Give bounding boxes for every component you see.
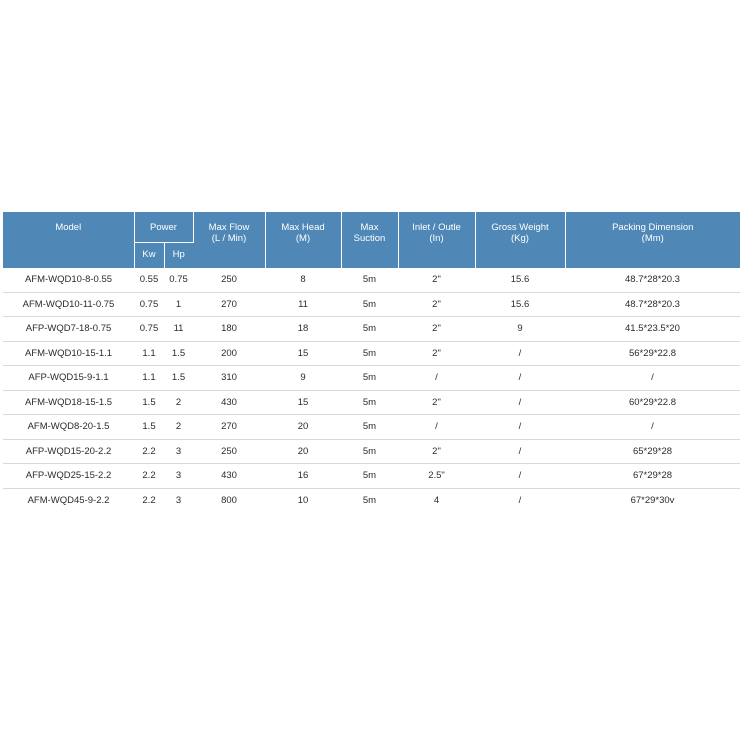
table-row [3,292,740,317]
kw-cell: 0.75 [134,292,164,317]
model-cell: AFP-WQD15-20-2.2 [3,439,134,464]
max-flow-cell: 200 [193,341,265,366]
gross-weight-cell: / [475,390,565,415]
kw-cell: 1.5 [134,415,164,440]
packing-dimension-cell: / [565,415,740,440]
inlet-outlet-cell: 2" [398,439,475,464]
hp-cell: 11 [164,317,193,342]
header-gross-weight: Gross Weight (Kg) [475,212,565,268]
max-suction-cell: 5m [341,317,398,342]
kw-cell: 1.5 [134,390,164,415]
kw-cell: 0.55 [134,268,164,292]
gross-weight-cell: / [475,366,565,391]
hp-cell: 3 [175,494,182,506]
packing-dimension-cell: 41.5*23.5*20 [565,317,740,342]
header-max-head: Max Head (M) [265,212,341,268]
hp-cell: 2 [164,390,193,415]
model-cell: AFM-WQD10-15-1.1 [3,341,134,366]
max-head-cell: 16 [265,464,341,489]
packing-dimension-cell: 48.7*28*20.3 [565,292,740,317]
max-head-cell: 9 [265,366,341,391]
packing-dimension-cell: 60*29*22.8 [565,390,740,415]
kw-cell: 2.2 [134,464,164,489]
table-row [3,366,740,391]
header-max-flow: Max Flow (L / Min) [193,212,265,268]
table-row [3,439,740,464]
max-head-cell: 8 [265,268,341,292]
hp-cell: 1.5 [164,341,193,366]
pump-spec-table [3,212,740,512]
max-head-cell: 20 [265,439,341,464]
max-head-cell: 15 [265,341,341,366]
kw-cell: 1.1 [134,341,164,366]
max-head-cell: 20 [265,415,341,440]
max-flow-cell: 270 [193,292,265,317]
gross-weight-cell: / [475,439,565,464]
gross-weight-cell: 15.6 [475,268,565,292]
max-suction-cell: 5m [341,366,398,391]
model-cell: AFP-WQD15-9-1.1 [3,366,134,391]
max-suction-cell: 5m [341,439,398,464]
inlet-outlet-cell: 4 [433,494,440,506]
table-body [3,268,740,512]
max-flow-cell: 250 [193,439,265,464]
model-cell: AFP-WQD7-18-0.75 [3,317,134,342]
inlet-outlet-cell: 2" [398,341,475,366]
inlet-outlet-cell: 2" [398,390,475,415]
max-head-cell: 10 [297,494,309,506]
gross-weight-cell: / [475,464,565,489]
model-cell: AFM-WQD45-9-2.2 [27,494,110,506]
model-cell: AFM-WQD8-20-1.5 [3,415,134,440]
packing-dimension-cell: 65*29*28 [565,439,740,464]
table-row [3,390,740,415]
table-row [3,464,740,489]
packing-dimension-cell: 48.7*28*20.3 [565,268,740,292]
max-flow-cell: 250 [193,268,265,292]
kw-cell: 2.2 [142,494,156,506]
max-flow-cell: 270 [193,415,265,440]
inlet-outlet-cell: 2" [398,268,475,292]
table-row [3,317,740,342]
model-cell: AFM-WQD10-8-0.55 [3,268,134,292]
header-max-suction: Max Suction [341,212,398,268]
table-row [3,268,740,292]
kw-cell: 0.75 [134,317,164,342]
max-head-cell: 11 [265,292,341,317]
max-suction-cell: 5m [362,494,377,506]
table-row [3,488,740,512]
max-head-cell: 18 [265,317,341,342]
max-flow-cell: 430 [193,390,265,415]
header-packing-dimension: Packing Dimension (Mm) [565,212,740,268]
hp-cell: 2 [164,415,193,440]
max-flow-cell: 800 [221,494,237,506]
inlet-outlet-cell: / [398,415,475,440]
packing-dimension-cell: 67*29*28 [565,464,740,489]
inlet-outlet-cell: 2" [398,317,475,342]
max-head-cell: 15 [265,390,341,415]
header-hp: Hp [164,243,193,269]
kw-cell: 1.1 [134,366,164,391]
model-cell: AFP-WQD25-15-2.2 [3,464,134,489]
table-row [3,341,740,366]
gross-weight-cell: / [475,341,565,366]
table-header [3,212,740,268]
header-kw: Kw [134,243,164,269]
header-model: Model [3,212,134,268]
table-row [3,415,740,440]
gross-weight-cell: 9 [475,317,565,342]
inlet-outlet-cell: / [398,366,475,391]
gross-weight-cell: / [518,494,522,506]
hp-cell: 0.75 [164,268,193,292]
max-flow-cell: 430 [193,464,265,489]
model-cell: AFM-WQD18-15-1.5 [3,390,134,415]
max-suction-cell: 5m [341,292,398,317]
model-cell: AFM-WQD10-11-0.75 [3,292,134,317]
max-suction-cell: 5m [341,268,398,292]
packing-dimension-cell: 67*29*30v [630,494,675,506]
gross-weight-cell: 15.6 [475,292,565,317]
inlet-outlet-cell: 2.5" [398,464,475,489]
max-flow-cell: 310 [193,366,265,391]
hp-cell: 3 [164,464,193,489]
max-flow-cell: 180 [193,317,265,342]
hp-cell: 1 [164,292,193,317]
max-suction-cell: 5m [341,464,398,489]
max-suction-cell: 5m [341,341,398,366]
header-power: Power [134,212,193,243]
header-inlet-outlet: Inlet / Outle (In) [398,212,475,268]
hp-cell: 1.5 [164,366,193,391]
packing-dimension-cell: / [565,366,740,391]
inlet-outlet-cell: 2" [398,292,475,317]
max-suction-cell: 5m [341,390,398,415]
packing-dimension-cell: 56*29*22.8 [565,341,740,366]
max-suction-cell: 5m [341,415,398,440]
hp-cell: 3 [164,439,193,464]
gross-weight-cell: / [475,415,565,440]
kw-cell: 2.2 [134,439,164,464]
